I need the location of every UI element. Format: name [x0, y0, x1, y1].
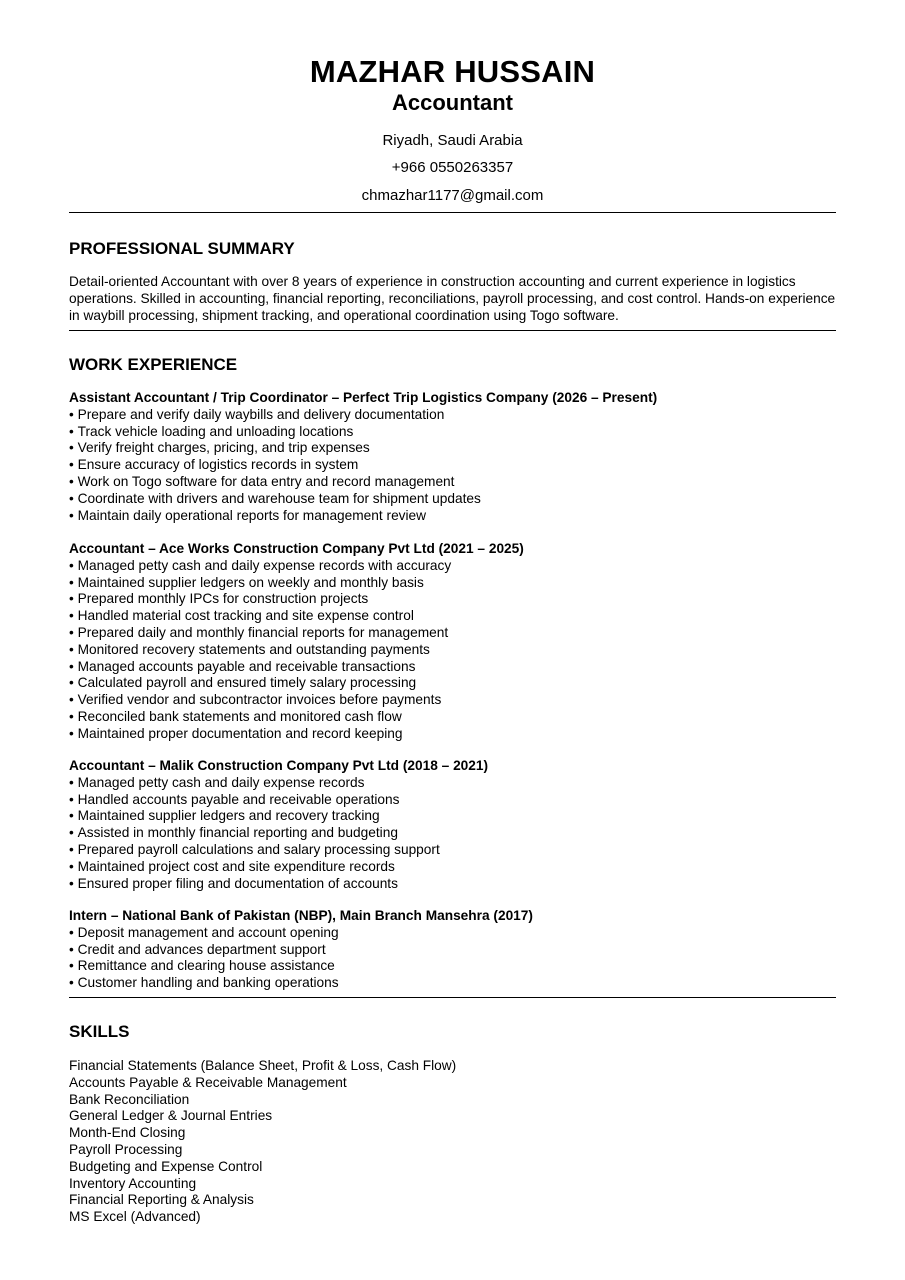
job-duty: • Track vehicle loading and unloading locations [69, 424, 839, 441]
skill-item: Bank Reconciliation [69, 1091, 190, 1107]
job-duty: • Ensure accuracy of logistics records in system [69, 457, 839, 474]
job-duty: • Maintain daily operational reports for management review [69, 508, 839, 525]
job-duty: • Managed petty cash and daily expense records with accuracy [69, 558, 839, 575]
job-title: Assistant Accountant / Trip Coordinator – Perfect Trip Logistics Company (2026 – Present) [69, 390, 658, 405]
skills-list [69, 1058, 839, 1226]
job-duty: • Prepared monthly IPCs for construction projects [69, 591, 839, 608]
job-title: Intern – National Bank of Pakistan (NBP), Main Branch Mansehra (2017) [69, 908, 533, 923]
candidate-title: Accountant [392, 90, 513, 115]
contact-location: Riyadh, Saudi Arabia [382, 132, 523, 149]
skill-item: Accounts Payable & Receivable Management [69, 1074, 347, 1090]
job-duty: • Maintained project cost and site expenditure records [69, 859, 839, 876]
job-duties-list [69, 558, 839, 743]
skills-heading: SKILLS [69, 1022, 130, 1041]
job-duty: • Maintained supplier ledgers on weekly and monthly basis [69, 575, 839, 592]
skill-item: Payroll Processing [69, 1141, 183, 1157]
job-entry [69, 908, 839, 992]
skill-item: General Ledger & Journal Entries [69, 1108, 273, 1124]
skill-item: Financial Reporting & Analysis [69, 1192, 254, 1208]
summary-divider [69, 330, 836, 331]
job-title: Accountant – Malik Construction Company Pvt Ltd (2018 – 2021) [69, 758, 489, 773]
job-duties-list [69, 407, 839, 525]
job-duty: • Coordinate with drivers and warehouse team for shipment updates [69, 491, 839, 508]
job-duty: • Verify freight charges, pricing, and trip expenses [69, 440, 839, 457]
job-duty: • Prepared payroll calculations and salary processing support [69, 842, 839, 859]
job-duties-list [69, 925, 839, 992]
summary-text: Detail-oriented Accountant with over 8 years of experience in construction accounting and current experience in logistics operations. Skilled in accounting, financial reporting, reconciliations, payroll processing, and cost control. Hands-on experience in waybill processing, shipment tracking, and operational coordination using Togo software. [69, 274, 836, 323]
skill-item: Inventory Accounting [69, 1175, 197, 1191]
job-duty: • Customer handling and banking operations [69, 975, 839, 992]
candidate-name: MAZHAR HUSSAIN [309, 54, 596, 89]
skill-item: Month-End Closing [69, 1125, 186, 1141]
skills-block [69, 1058, 839, 1226]
job-title: Accountant – Ace Works Construction Company Pvt Ltd (2021 – 2025) [69, 541, 524, 556]
job-duty: • Managed accounts payable and receivable transactions [69, 659, 839, 676]
job-duty: • Ensured proper filing and documentation of accounts [69, 876, 839, 893]
skill-item: Budgeting and Expense Control [69, 1158, 263, 1174]
skill-item: Financial Statements (Balance Sheet, Profit & Loss, Cash Flow) [69, 1058, 457, 1073]
job-duty: • Prepare and verify daily waybills and delivery documentation [69, 407, 839, 424]
job-entry [69, 758, 839, 892]
job-duties-list [69, 775, 839, 893]
job-duty: • Work on Togo software for data entry and record management [69, 474, 839, 491]
experience-divider [69, 997, 836, 998]
job-duty: • Reconciled bank statements and monitored cash flow [69, 709, 839, 726]
job-duty: • Maintained supplier ledgers and recovery tracking [69, 808, 839, 825]
job-duty: • Monitored recovery statements and outstanding payments [69, 642, 839, 659]
job-entry [69, 541, 839, 743]
job-duty: • Prepared daily and monthly financial reports for management [69, 625, 839, 642]
job-duty: • Assisted in monthly financial reporting and budgeting [69, 825, 839, 842]
job-duty: • Verified vendor and subcontractor invoices before payments [69, 692, 839, 709]
job-duty: • Managed petty cash and daily expense records [69, 775, 839, 792]
summary-heading: PROFESSIONAL SUMMARY [69, 239, 295, 258]
job-duty: • Handled material cost tracking and site expense control [69, 608, 839, 625]
job-duty: • Remittance and clearing house assistance [69, 958, 839, 975]
skill-item: MS Excel (Advanced) [69, 1209, 201, 1225]
job-duty: • Handled accounts payable and receivable operations [69, 792, 839, 809]
header-divider [69, 212, 836, 213]
experience-heading: WORK EXPERIENCE [69, 355, 238, 374]
job-duty: • Credit and advances department support [69, 942, 839, 959]
job-entry [69, 390, 839, 524]
contact-phone: +966 0550263357 [391, 159, 514, 176]
job-duty: • Calculated payroll and ensured timely salary processing [69, 675, 839, 692]
contact-email: chmazhar1177@gmail.com [361, 187, 544, 204]
job-duty: • Maintained proper documentation and record keeping [69, 726, 839, 743]
job-duty: • Deposit management and account opening [69, 925, 839, 942]
